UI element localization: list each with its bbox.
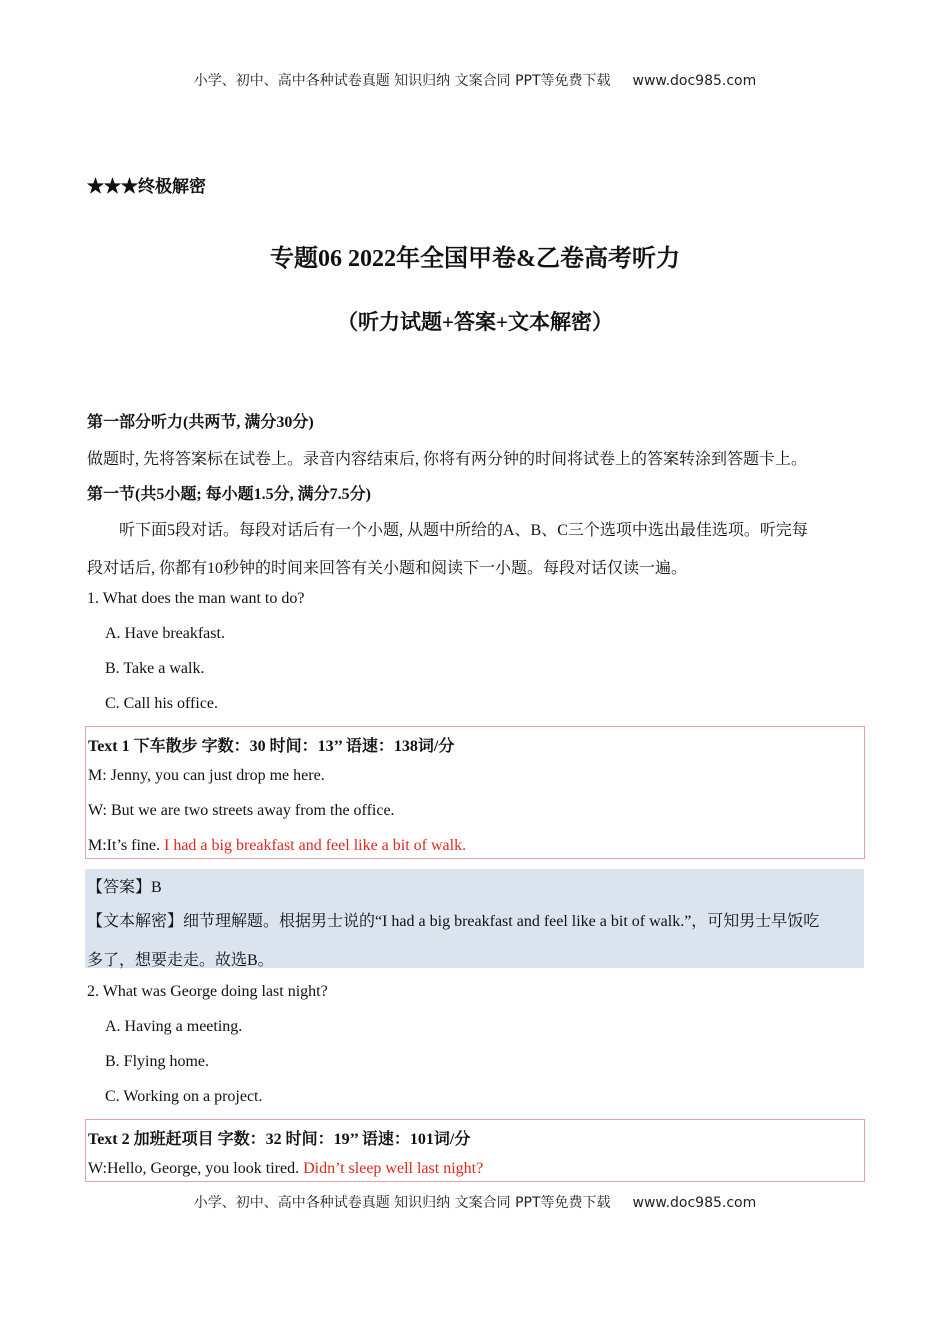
- text1-line-3-prefix: M:It’s fine.: [88, 837, 164, 854]
- q1-option-a: A. Have breakfast.: [105, 625, 225, 642]
- q1-analysis-line-2: 多了，想要走走。故选B。: [87, 952, 274, 969]
- q1-option-b: B. Take a walk.: [105, 660, 205, 677]
- text2-header: Text 2 加班赶项目 字数：32 时间：19’’ 语速：101词/分: [88, 1131, 471, 1148]
- text2-line-1: [88, 1160, 483, 1178]
- part1-heading: 第一部分听力(共两节, 满分30分): [87, 414, 314, 431]
- q1-option-c: C. Call his office.: [105, 695, 219, 712]
- stars-label: ★★★终极解密: [87, 177, 206, 196]
- q2-option-a: A. Having a meeting.: [105, 1018, 243, 1035]
- page-header: [0, 70, 950, 90]
- text1-header: Text 1 下车散步 字数：30 时间：13’’ 语速：138词/分: [88, 738, 455, 755]
- question-2: 2. What was George doing last night?: [87, 983, 328, 1000]
- part1-instruction: 做题时, 先将答案标在试卷上。录音内容结束后, 你将有两分钟的时间将试卷上的答案转涂到答题卡上。: [87, 451, 808, 468]
- header-site-link[interactable]: www.doc985.com: [632, 73, 757, 89]
- q2-option-c: C. Working on a project.: [105, 1088, 263, 1105]
- footer-site-link[interactable]: www.doc985.com: [632, 1195, 757, 1211]
- q1-analysis-line-1: 【文本解密】细节理解题。根据男士说的“I had a big breakfast and feel like a bit of walk.”，可知男士早饭吃: [87, 913, 820, 930]
- page-subtitle: （听力试题+答案+文本解密）: [337, 310, 613, 334]
- q1-answer: 【答案】B: [87, 879, 162, 896]
- q1-answer-block: [85, 869, 864, 968]
- text1-line-1: M: Jenny, you can just drop me here.: [88, 767, 325, 784]
- text2-line-1-prefix: W:Hello, George, you look tired.: [88, 1160, 304, 1177]
- text1-box: [85, 726, 865, 859]
- section-intro-line-1: 听下面5段对话。每段对话后有一个小题, 从题中所给的A、B、C三个选项中选出最佳选项。听完每: [119, 522, 808, 539]
- text1-line-2: W: But we are two streets away from the office.: [88, 802, 395, 819]
- section-heading: 第一节(共5小题; 每小题1.5分, 满分7.5分): [87, 486, 371, 503]
- question-1: 1. What does the man want to do?: [87, 590, 305, 607]
- text2-key-sentence: Didn’t sleep well last night?: [303, 1160, 484, 1177]
- text1-line-3: [88, 837, 466, 855]
- section-intro-line-2: 段对话后, 你都有10秒钟的时间来回答有关小题和阅读下一小题。每段对话仅读一遍。: [87, 560, 688, 577]
- page-footer: [0, 1192, 950, 1212]
- text1-key-sentence: I had a big breakfast and feel like a bit of walk.: [164, 837, 467, 854]
- text2-box: [85, 1119, 865, 1182]
- footer-text: 小学、初中、高中各种试卷真题 知识归纳 文案合同 PPT等免费下载: [193, 1195, 611, 1211]
- page-title: 专题06 2022年全国甲卷&乙卷高考听力: [270, 246, 680, 272]
- header-text: 小学、初中、高中各种试卷真题 知识归纳 文案合同 PPT等免费下载: [193, 73, 611, 89]
- q2-option-b: B. Flying home.: [105, 1053, 210, 1070]
